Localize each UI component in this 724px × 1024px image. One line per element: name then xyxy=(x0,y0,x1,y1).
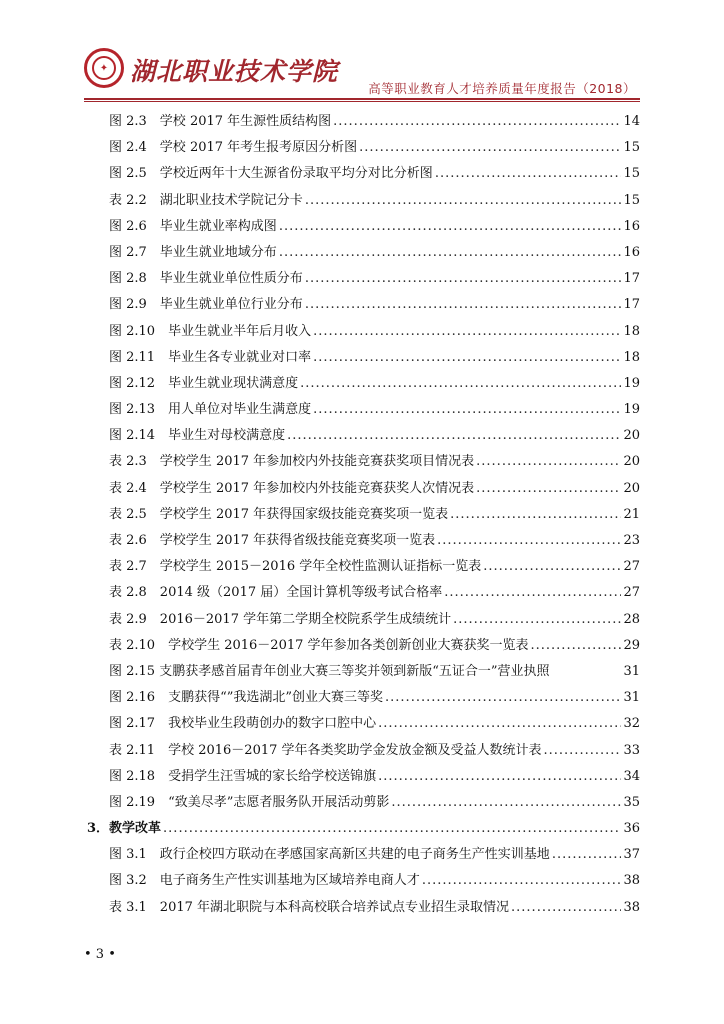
toc-leader-dots xyxy=(163,821,621,836)
report-title: 高等职业教育人才培养质量年度报告（2018） xyxy=(368,81,636,96)
toc-entry-page: 23 xyxy=(623,533,640,548)
toc-leader-dots xyxy=(305,193,622,208)
toc-entry[interactable] xyxy=(84,372,640,398)
toc-entry-label: 图 2.10 毕业生就业半年后月收入 xyxy=(109,323,312,339)
toc-entry-label: 表 2.6 学校学生 2017 年获得省级技能竞赛奖项一览表 xyxy=(109,533,436,548)
toc-entry-page: 27 xyxy=(623,559,640,575)
toc-entry[interactable] xyxy=(84,869,640,895)
toc-entry[interactable] xyxy=(84,660,640,686)
toc-entry[interactable] xyxy=(84,896,640,922)
toc-entry-page: 31 xyxy=(623,663,640,679)
toc-entry-label: 图 2.18 受捐学生汪雪城的家长给学校送锦旗 xyxy=(109,768,377,784)
toc-entry-label: 表 2.9 2016－2017 学年第二学期全校院系学生成绩统计 xyxy=(109,611,452,627)
toc-entry-label: 图 2.5 学校近两年十大生源省份录取平均分对比分析图 xyxy=(109,166,433,182)
toc-entry-label: 表 2.3 学校学生 2017 年参加校内外技能竞赛获奖项目情况表 xyxy=(109,454,475,470)
toc-entry-label: 图 2.15 支鹏获孝感首届青年创业大赛三等奖并领到新版“五证合一”营业执照 xyxy=(109,663,550,679)
toc-leader-dots xyxy=(313,350,621,365)
toc-entry-page: 32 xyxy=(623,716,640,732)
toc-leader-dots xyxy=(359,140,621,155)
toc-entry-label: 3．教学改革 xyxy=(87,821,162,837)
toc-leader-dots xyxy=(476,454,621,469)
toc-entry-page: 37 xyxy=(623,847,640,863)
toc-entry-label: 表 2.8 2014 级（2017 届）全国计算机等级考试合格率 xyxy=(109,585,443,601)
toc-entry-label: 表 2.7 学校学生 2015－2016 学年全校性监测认证指标一览表 xyxy=(109,559,482,575)
toc-entry[interactable] xyxy=(84,843,640,869)
toc-entry[interactable] xyxy=(84,608,640,634)
toc-entry-label: 表 2.2 湖北职业技术学院记分卡 xyxy=(109,192,303,208)
toc-entry-label: 图 2.17 我校毕业生段萌创办的数字口腔中心 xyxy=(109,716,377,732)
toc-entry-page: 36 xyxy=(623,821,640,837)
toc-leader-dots xyxy=(435,166,622,181)
toc-leader-dots xyxy=(279,245,622,260)
toc-entry[interactable] xyxy=(84,162,640,188)
toc-entry-page: 18 xyxy=(623,349,640,365)
toc-entry-page: 38 xyxy=(623,899,640,915)
toc-leader-dots xyxy=(444,585,621,600)
toc-leader-dots xyxy=(313,402,621,417)
toc-entry-page: 17 xyxy=(623,297,640,313)
toc-entry-page: 33 xyxy=(623,742,640,758)
toc-entry-page: 35 xyxy=(623,794,640,810)
toc-leader-dots xyxy=(531,638,622,653)
toc-entry-page: 29 xyxy=(623,637,640,653)
toc-entry-label: 图 2.6 毕业生就业率构成图 xyxy=(109,218,277,234)
toc-entry-page: 16 xyxy=(623,218,640,234)
toc-entry[interactable] xyxy=(84,398,640,424)
toc-entry-page: 28 xyxy=(623,611,640,627)
toc-entry-label: 图 2.14 毕业生对母校满意度 xyxy=(109,428,286,444)
toc-leader-dots xyxy=(437,533,621,548)
toc-entry-page: 16 xyxy=(623,244,640,260)
toc-entry-label: 表 2.10 学校学生 2016－2017 学年参加各类创新创业大赛获奖一览表 xyxy=(109,637,529,653)
toc-leader-dots xyxy=(544,743,622,758)
toc-entry-label: 图 2.3 学校 2017 年生源性质结构图 xyxy=(109,114,332,129)
toc-entry[interactable] xyxy=(84,555,640,581)
toc-entry-label: 表 2.11 学校 2016－2017 学年各类奖助学金发放金额及受益人数统计表 xyxy=(109,742,542,758)
toc-leader-dots xyxy=(305,297,622,312)
toc-entry-page: 15 xyxy=(623,166,640,182)
toc-entry[interactable] xyxy=(84,267,640,293)
toc-entry-page: 20 xyxy=(623,428,640,444)
toc-entry[interactable] xyxy=(84,320,640,346)
toc-entry-label: 图 3.2 电子商务生产性实训基地为区域培养电商人才 xyxy=(109,873,420,889)
toc-entry-label: 图 3.1 政行企校四方联动在孝感国家高新区共建的电子商务生产性实训基地 xyxy=(109,847,550,863)
toc-entry[interactable] xyxy=(84,581,640,607)
toc-leader-dots xyxy=(385,690,621,705)
seal-inner-ring: ✦ xyxy=(92,56,116,80)
toc-entry-page: 20 xyxy=(623,480,640,496)
toc-entry-page: 17 xyxy=(623,271,640,287)
toc-entry-page: 19 xyxy=(623,375,640,391)
toc-entry-page: 21 xyxy=(623,506,640,522)
toc-leader-dots xyxy=(450,507,621,522)
toc-entry[interactable] xyxy=(84,189,640,215)
toc-entry-label: 图 2.7 毕业生就业地域分布 xyxy=(109,244,277,260)
toc-entry[interactable] xyxy=(84,477,640,503)
toc-entry[interactable] xyxy=(84,241,640,267)
toc-entry-page: 34 xyxy=(623,768,640,784)
toc-entry[interactable] xyxy=(84,712,640,738)
toc-leader-dots xyxy=(476,481,621,496)
toc-leader-dots xyxy=(453,612,621,627)
toc-leader-dots xyxy=(305,271,622,286)
toc-entry[interactable] xyxy=(84,529,640,555)
toc-entry[interactable] xyxy=(84,739,640,765)
toc-leader-dots xyxy=(279,219,622,234)
toc-entry[interactable] xyxy=(84,634,640,660)
toc-entry-label: 图 2.8 毕业生就业单位性质分布 xyxy=(109,271,303,287)
toc-leader-dots xyxy=(333,114,621,129)
school-name-logo: 湖北职业技术学院 xyxy=(130,57,339,86)
toc-entry[interactable] xyxy=(84,110,640,136)
toc-leader-dots xyxy=(483,559,621,574)
toc-leader-dots xyxy=(511,900,621,915)
toc-entry-page: 14 xyxy=(623,114,640,129)
toc-leader-dots xyxy=(391,795,621,810)
toc-entry[interactable] xyxy=(84,136,640,162)
page-number: • 3 • xyxy=(84,947,116,962)
toc-entry[interactable] xyxy=(84,346,640,372)
toc-entry-page: 31 xyxy=(623,690,640,706)
toc-entry[interactable] xyxy=(84,503,640,529)
toc-leader-dots xyxy=(422,873,622,888)
toc-entry-label: 图 2.12 毕业生就业现状满意度 xyxy=(109,375,299,391)
toc-entry-page: 19 xyxy=(623,402,640,418)
toc-entry-page: 20 xyxy=(623,454,640,470)
toc-entry[interactable] xyxy=(84,765,640,791)
toc-entry[interactable] xyxy=(84,817,640,843)
toc-entry-label: 图 2.9 毕业生就业单位行业分布 xyxy=(109,297,303,313)
school-seal-logo xyxy=(84,48,124,88)
toc-entry-label: 图 2.19 “致美尽孝”志愿者服务队开展活动剪影 xyxy=(109,794,390,810)
toc-entry-label: 图 2.16 支鹏获得“”我选湖北”创业大赛三等奖 xyxy=(109,690,384,706)
toc-entry-label: 图 2.4 学校 2017 年考生报考原因分析图 xyxy=(109,140,358,156)
toc-leader-dots xyxy=(287,428,621,443)
page-header xyxy=(0,0,724,100)
toc-entry-page: 38 xyxy=(623,873,640,889)
toc-entry[interactable] xyxy=(84,215,640,241)
toc-entry[interactable] xyxy=(84,686,640,712)
toc-entry[interactable] xyxy=(84,293,640,319)
toc-entry-label: 图 2.11 毕业生各专业就业对口率 xyxy=(109,349,312,365)
toc-entry[interactable] xyxy=(84,791,640,817)
toc-entry-page: 27 xyxy=(623,585,640,601)
toc-entry-label: 表 2.5 学校学生 2017 年获得国家级技能竞赛奖项一览表 xyxy=(109,506,449,522)
toc-leader-dots xyxy=(378,769,621,784)
toc-leader-dots xyxy=(378,716,621,731)
header-rule-thin xyxy=(84,101,640,102)
toc-entry-label: 图 2.13 用人单位对毕业生满意度 xyxy=(109,402,312,418)
toc-entry[interactable] xyxy=(84,450,640,476)
toc-entry-label: 表 2.4 学校学生 2017 年参加校内外技能竞赛获奖人次情况表 xyxy=(109,480,475,496)
table-of-contents xyxy=(84,110,640,922)
toc-entry-page: 15 xyxy=(623,192,640,208)
toc-leader-dots xyxy=(313,324,621,339)
toc-entry[interactable] xyxy=(84,424,640,450)
toc-entry-page: 18 xyxy=(623,323,640,339)
header-rule xyxy=(84,98,640,100)
toc-leader-dots xyxy=(552,847,622,862)
toc-entry-page: 15 xyxy=(623,140,640,156)
toc-entry-label: 表 3.1 2017 年湖北职院与本科高校联合培养试点专业招生录取情况 xyxy=(109,899,510,915)
toc-leader-dots xyxy=(300,376,621,391)
